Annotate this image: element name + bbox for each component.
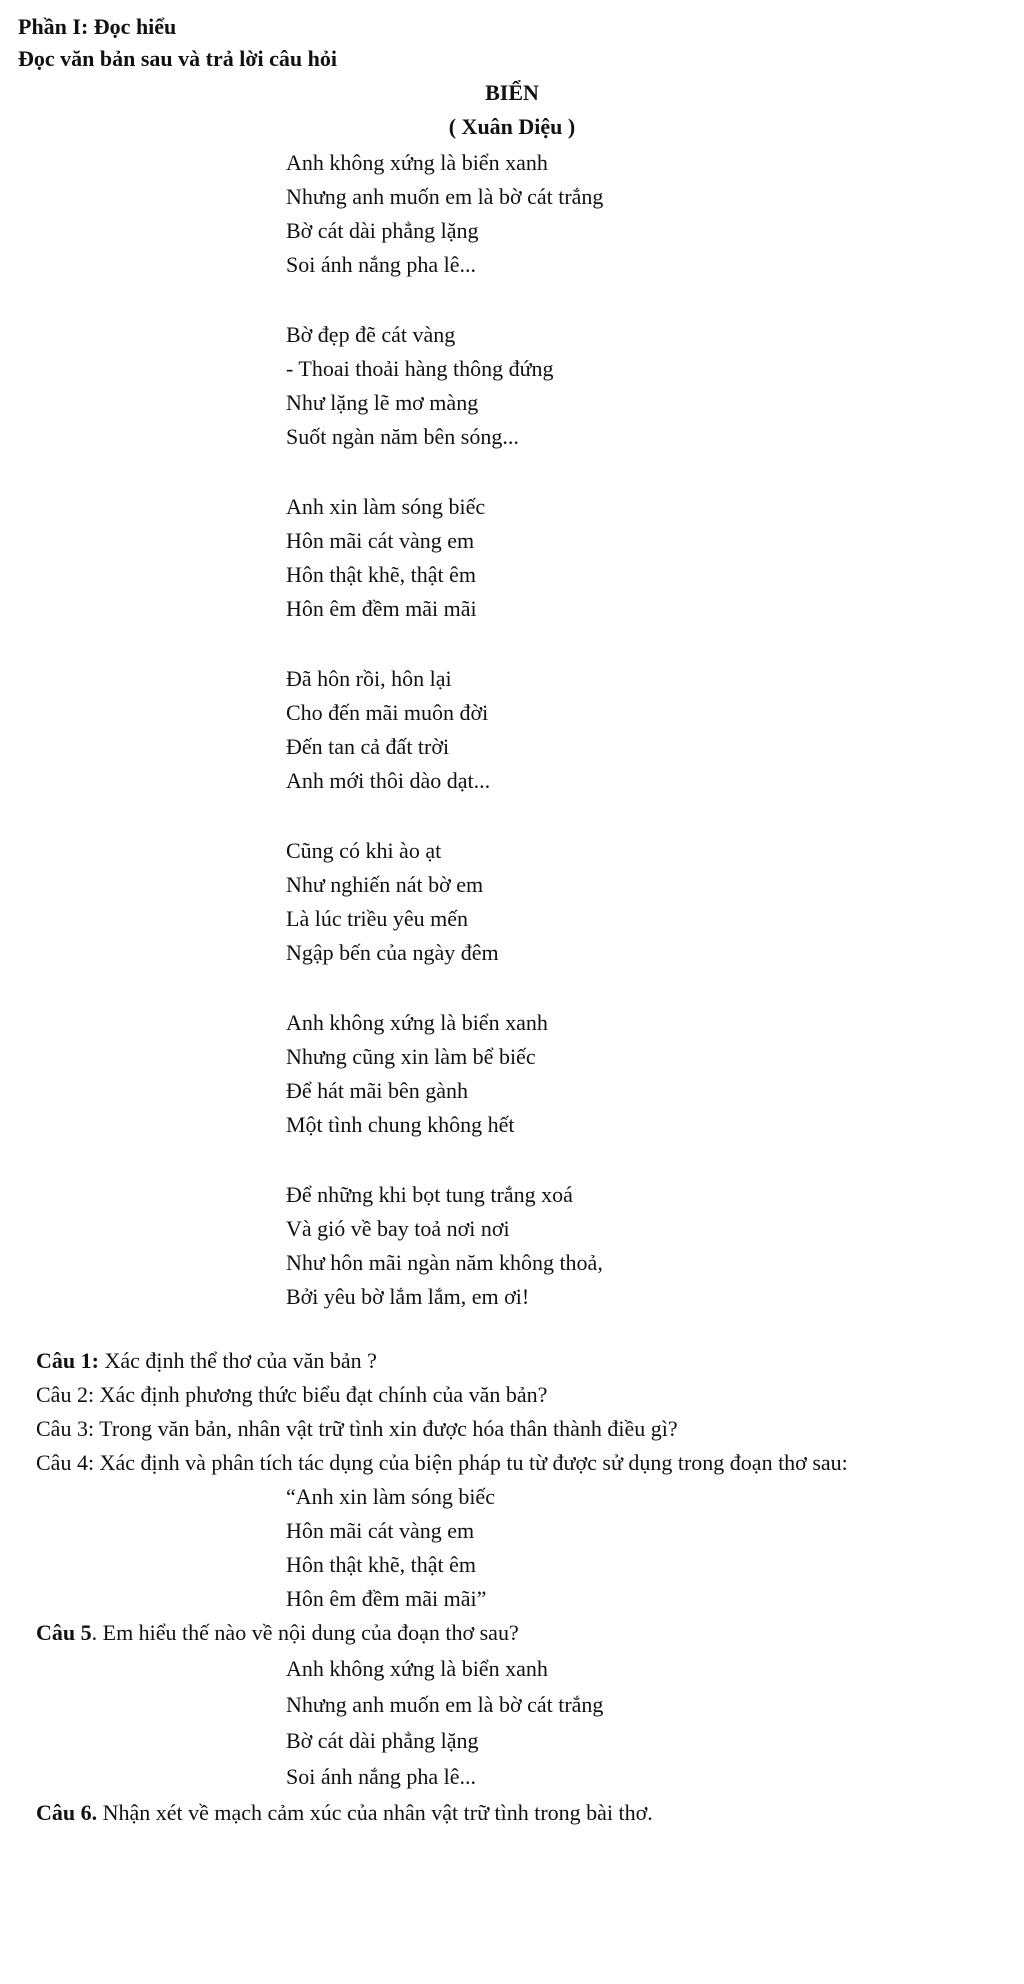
- poem-line: Hôn thật khẽ, thật êm: [286, 562, 477, 587]
- poem-line: Anh không xứng là biển xanh: [286, 150, 548, 175]
- poem-line: Cho đến mãi muôn đời: [286, 700, 489, 725]
- question-5-label: Câu 5: [36, 1620, 92, 1645]
- poem-line: Để hát mãi bên gành: [286, 1078, 469, 1103]
- poem-line: Như lặng lẽ mơ màng: [286, 390, 479, 415]
- excerpt-line: Hôn êm đềm mãi mãi”: [286, 1586, 487, 1611]
- excerpt-line: “Anh xin làm sóng biếc: [286, 1484, 495, 1509]
- poem-line: Đến tan cả đất trời: [286, 734, 450, 759]
- question-6: [36, 1800, 653, 1826]
- poem-line: Cũng có khi ào ạt: [286, 838, 442, 863]
- section-heading: Phần I: Đọc hiểu: [18, 14, 177, 39]
- excerpt-line: Anh không xứng là biển xanh: [286, 1656, 548, 1681]
- poem-line: Đã hôn rồi, hôn lại: [286, 666, 452, 691]
- poem-line: Anh xin làm sóng biếc: [286, 494, 486, 519]
- poem-line: Bờ cát dài phẳng lặng: [286, 218, 479, 243]
- excerpt-line: Nhưng anh muốn em là bờ cát trắng: [286, 1692, 604, 1717]
- poem-line: Để những khi bọt tung trắng xoá: [286, 1182, 573, 1207]
- excerpt-line: Hôn thật khẽ, thật êm: [286, 1552, 477, 1577]
- question-6-label: Câu 6.: [36, 1800, 98, 1825]
- reading-instruction: Đọc văn bản sau và trả lời câu hỏi: [18, 46, 337, 71]
- question-1-text: Xác định thể thơ của văn bản ?: [98, 1348, 377, 1373]
- question-2: Câu 2: Xác định phương thức biểu đạt chính của văn bản?: [36, 1382, 548, 1407]
- poem-line: - Thoai thoải hàng thông đứng: [286, 356, 554, 381]
- poem-line: Như hôn mãi ngàn năm không thoả,: [286, 1250, 603, 1275]
- poem-line: Bờ đẹp đẽ cát vàng: [286, 322, 456, 347]
- poem-line: Một tình chung không hết: [286, 1112, 515, 1137]
- question-3: Câu 3: Trong văn bản, nhân vật trữ tình xin được hóa thân thành điều gì?: [36, 1416, 678, 1441]
- poem-line: Ngập bến của ngày đêm: [286, 940, 499, 965]
- poem-line: Hôn mãi cát vàng em: [286, 528, 475, 553]
- poem-line: Và gió về bay toả nơi nơi: [286, 1216, 510, 1241]
- poem-line: Suốt ngàn năm bên sóng...: [286, 424, 519, 449]
- poem-line: Bởi yêu bờ lắm lắm, em ơi!: [286, 1284, 530, 1309]
- question-1-label: Câu 1:: [36, 1348, 99, 1373]
- poem-line: Anh không xứng là biển xanh: [286, 1010, 548, 1035]
- question-1: [36, 1348, 377, 1374]
- poem-line: Nhưng anh muốn em là bờ cát trắng: [286, 184, 604, 209]
- question-5-text: . Em hiểu thế nào về nội dung của đoạn thơ sau?: [91, 1620, 519, 1645]
- excerpt-line: Hôn mãi cát vàng em: [286, 1518, 475, 1543]
- poem-line: Hôn êm đềm mãi mãi: [286, 596, 477, 621]
- poem-line: Soi ánh nắng pha lê...: [286, 252, 477, 277]
- poem-line: Là lúc triều yêu mến: [286, 906, 469, 931]
- question-6-text: Nhận xét về mạch cảm xúc của nhân vật trữ tình trong bài thơ.: [97, 1800, 653, 1825]
- excerpt-line: Soi ánh nắng pha lê...: [286, 1764, 477, 1789]
- question-5: [36, 1620, 519, 1646]
- poem-line: Như nghiến nát bờ em: [286, 872, 484, 897]
- question-4: Câu 4: Xác định và phân tích tác dụng của biện pháp tu từ được sử dụng trong đoạn thơ sau:: [36, 1450, 848, 1475]
- poem-line: Anh mới thôi dào dạt...: [286, 768, 491, 793]
- excerpt-line: Bờ cát dài phẳng lặng: [286, 1728, 479, 1753]
- poem-line: Nhưng cũng xin làm bể biếc: [286, 1044, 536, 1069]
- poem-author: ( Xuân Diệu ): [448, 114, 576, 139]
- poem-title: BIỂN: [485, 80, 539, 105]
